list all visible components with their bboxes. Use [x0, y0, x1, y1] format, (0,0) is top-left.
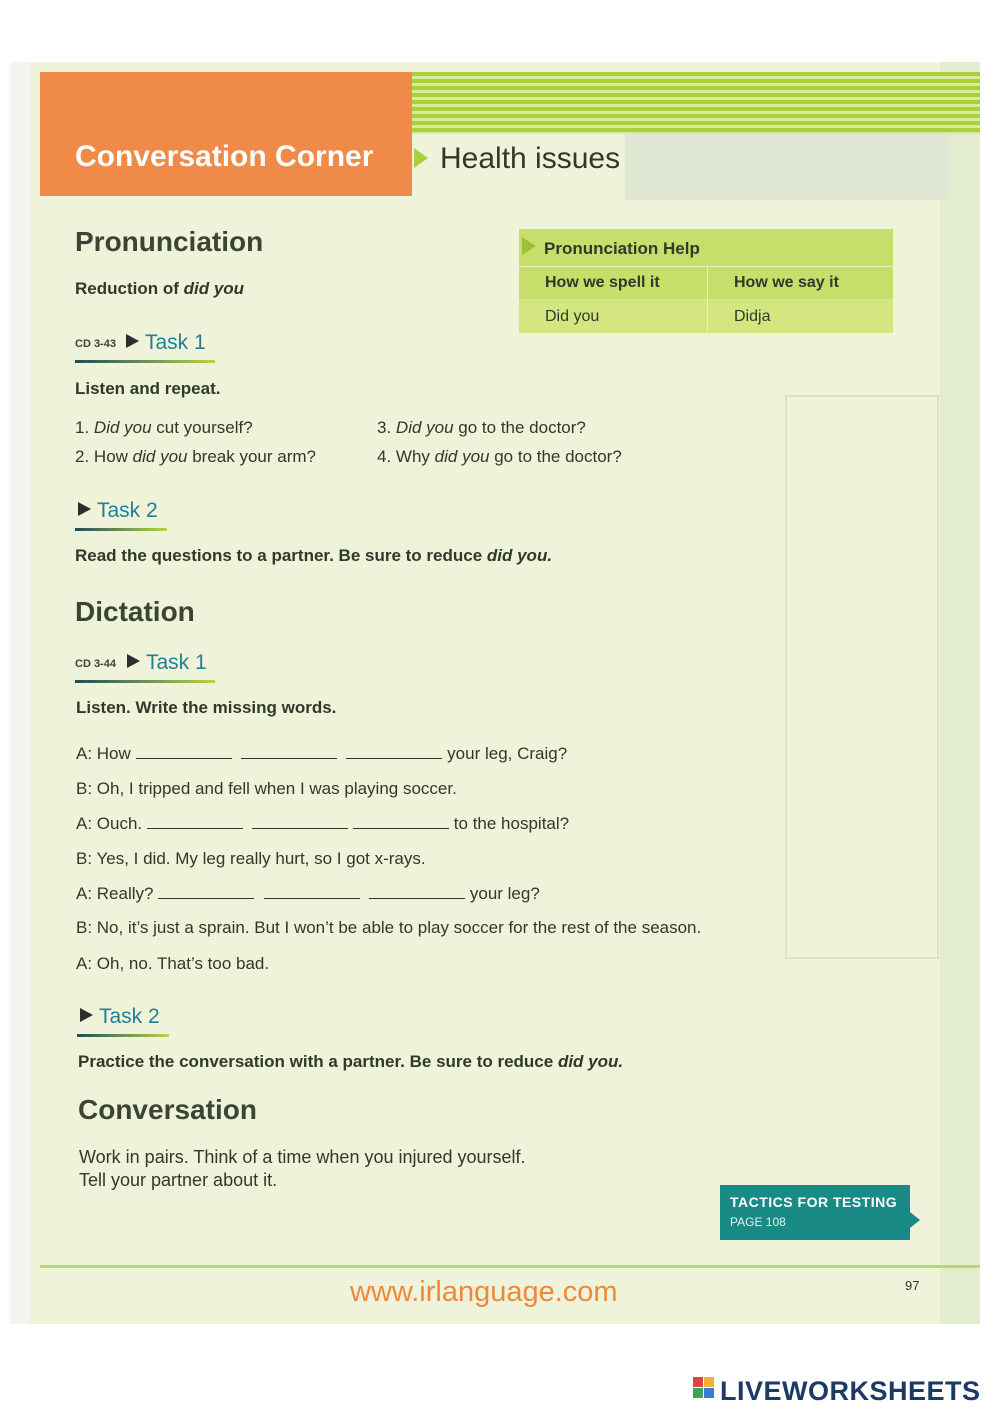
liveworksheets-logo-icon	[693, 1377, 715, 1399]
dialogue-line: B: Yes, I did. My leg really hurt, so I got x-rays.	[76, 849, 426, 868]
table-cell: Didja	[734, 308, 771, 325]
divider	[707, 266, 708, 333]
website-watermark: www.irlanguage.com	[350, 1276, 618, 1308]
blank-field[interactable]	[264, 897, 360, 899]
blank-field[interactable]	[147, 827, 243, 829]
task-instruction: Practice the conversation with a partner. Be sure to reduce did you.	[78, 1052, 624, 1071]
dialogue-line: A: How your leg, Craig?	[76, 744, 568, 763]
blank-field[interactable]	[252, 827, 348, 829]
divider	[519, 266, 893, 267]
arrow-icon	[910, 1212, 920, 1228]
dialogue-line: B: No, it’s just a sprain. But I won’t be able to play soccer for the rest of the season.	[76, 918, 702, 937]
blank-field[interactable]	[369, 897, 465, 899]
task-1-label: Task 1	[126, 331, 206, 355]
header-stripes	[412, 72, 980, 134]
blank-field[interactable]	[346, 757, 442, 759]
play-icon	[80, 1008, 93, 1022]
table-cell: Did you	[545, 308, 600, 325]
arrow-icon	[522, 237, 536, 255]
task-2-label: Task 2	[78, 499, 158, 523]
task-instruction: Listen and repeat.	[75, 379, 221, 398]
conversation-heading: Conversation	[78, 1094, 257, 1125]
dialogue-line: A: Oh, no. That’s too bad.	[76, 954, 270, 973]
task-2-label: Task 2	[80, 1005, 160, 1029]
task-underline	[77, 1034, 169, 1037]
dialogue-line: A: Really? your leg?	[76, 884, 540, 903]
unit-title: Health issues	[440, 142, 621, 175]
scan-edge	[10, 62, 30, 1324]
arrow-icon	[414, 148, 428, 168]
play-icon	[126, 334, 139, 348]
list-item: 2. How did you break your arm?	[75, 447, 316, 466]
tactics-title: TACTICS FOR TESTING	[730, 1194, 898, 1210]
cd-track-label: CD 3-43	[75, 338, 116, 350]
bleed-through-answer-sheet	[785, 395, 939, 959]
header-banner	[40, 72, 412, 196]
task-1-label: Task 1	[127, 651, 207, 675]
list-item: 1. Did you cut yourself?	[75, 418, 253, 437]
task-instruction: Read the questions to a partner. Be sure to reduce did you.	[75, 546, 553, 565]
task-underline	[75, 360, 215, 363]
dictation-heading: Dictation	[75, 596, 195, 627]
dialogue-line: B: Oh, I tripped and fell when I was playing soccer.	[76, 779, 457, 798]
dialogue-line: A: Ouch. to the hospital?	[76, 814, 570, 833]
liveworksheets-brand: LIVEWORKSHEETS	[720, 1376, 981, 1406]
tactics-page-ref: PAGE 108	[730, 1215, 786, 1229]
play-icon	[127, 654, 140, 668]
task-underline	[75, 528, 167, 531]
bleed-through-header	[625, 132, 950, 200]
pronunciation-heading: Pronunciation	[75, 226, 264, 257]
blank-field[interactable]	[353, 827, 449, 829]
pronunciation-help-title: Pronunciation Help	[544, 239, 700, 258]
column-header: How we spell it	[545, 274, 660, 291]
blank-field[interactable]	[158, 897, 254, 899]
list-item: 4. Why did you go to the doctor?	[377, 447, 622, 466]
task-instruction: Listen. Write the missing words.	[76, 698, 337, 717]
conversation-text: Tell your partner about it.	[79, 1170, 278, 1190]
blank-field[interactable]	[136, 757, 232, 759]
task-underline	[75, 680, 215, 683]
blank-field[interactable]	[241, 757, 337, 759]
conversation-text: Work in pairs. Think of a time when you injured yourself.	[79, 1147, 526, 1167]
pronunciation-subtitle: Reduction of did you	[75, 279, 245, 298]
cd-track-label: CD 3-44	[75, 658, 116, 670]
section-title: Conversation Corner	[75, 140, 374, 173]
page-number: 97	[905, 1278, 920, 1293]
list-item: 3. Did you go to the doctor?	[377, 418, 586, 437]
footer-rule	[40, 1265, 980, 1268]
play-icon	[78, 502, 91, 516]
page-edge-strip	[940, 62, 980, 1324]
column-header: How we say it	[734, 274, 839, 291]
